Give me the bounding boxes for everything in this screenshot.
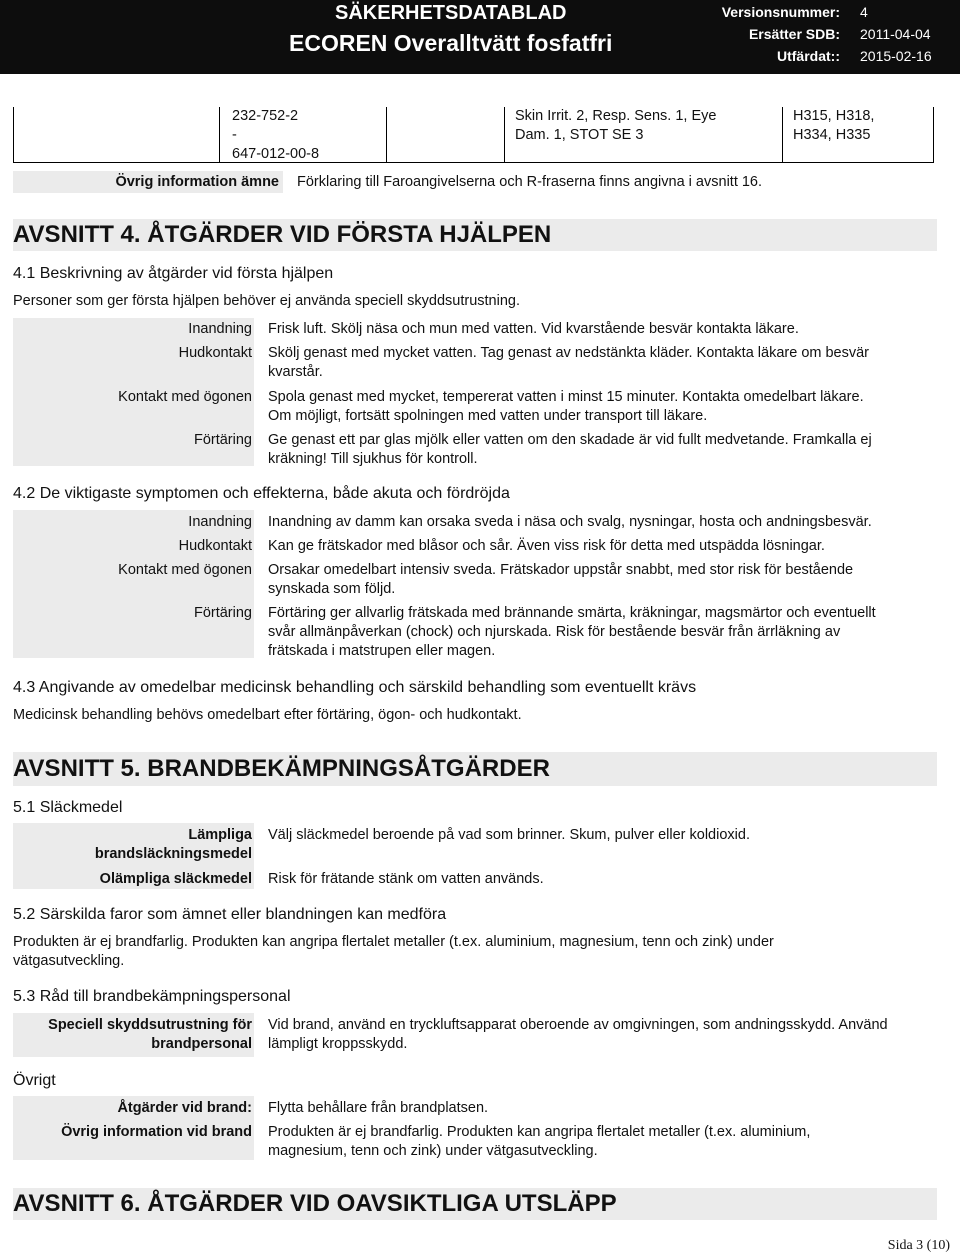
- version-label: Versionsnummer:: [721, 4, 840, 20]
- text-inandning: Frisk luft. Skölj näsa och mun med vatten. Vid kvarstående besvär kontakta läkare.: [268, 321, 799, 337]
- section-4-2-label-column: [13, 510, 254, 658]
- other-info-text: Förklaring till Faroangivelserna och R-fraserna finns angivna i avsnitt 16.: [297, 174, 763, 190]
- label-fire-other-info: Övrig information vid brand: [61, 1124, 252, 1140]
- label-suitable-extinguishing: Lämpliga brandsläckningsmedel: [94, 827, 252, 862]
- text-protective-equipment: Vid brand, använd en tryckluftsapparat oberoende av omgivningen, som andningsskydd. Använd lämpligt kroppsskydd.: [268, 1017, 888, 1052]
- section-5-heading: AVSNITT 5. BRANDBEKÄMPNINGSÅTGÄRDER: [13, 752, 937, 786]
- page-number: Sida 3 (10): [887, 1238, 950, 1253]
- document-type: SÄKERHETSDATABLAD: [335, 2, 567, 24]
- text-kontakt-med-ogonen: Orsakar omedelbart intensiv sveda. Frätskador uppstår snabbt, med stor risk för bestående synskada som följd.: [268, 562, 854, 597]
- label-hudkontakt: Hudkontakt: [178, 345, 252, 361]
- issued-label: Utfärdat::: [777, 48, 840, 64]
- label-inandning: Inandning: [188, 321, 252, 337]
- version-value: 4: [860, 4, 868, 20]
- section-4-heading: AVSNITT 4. ÅTGÄRDER VID FÖRSTA HJÄLPEN: [13, 219, 937, 251]
- text-fortaring: Ge genast ett par glas mjölk eller vatten om den skadade är vid fullt medvetande. Framkalla ej kräkning! Till sjukhus för kontroll.: [268, 432, 872, 467]
- label-hudkontakt: Hudkontakt: [178, 538, 252, 554]
- product-name: ECOREN Overalltvätt fosfatfri: [289, 30, 613, 56]
- section-5-2-text: Produkten är ej brandfarlig. Produkten kan angripa flertalet metaller (t.ex. aluminium, magnesium, tenn och zink) under vätgasutveckling.: [13, 934, 774, 969]
- section-4-1-intro: Personer som ger första hjälpen behöver ej använda speciell skyddsutrustning.: [13, 293, 520, 309]
- label-inandning: Inandning: [188, 514, 252, 530]
- issued-value: 2015-02-16: [860, 48, 932, 64]
- section-5-1-title: 5.1 Släckmedel: [13, 799, 123, 816]
- text-fire-measures: Flytta behållare från brandplatsen.: [268, 1100, 489, 1116]
- text-inandning: Inandning av damm kan orsaka sveda i näsa och svalg, nysningar, hosta och andningsbesvär.: [268, 514, 872, 530]
- other-title: Övrigt: [13, 1072, 56, 1089]
- section-5-3-title: 5.3 Råd till brandbekämpningspersonal: [13, 988, 291, 1005]
- text-hudkontakt: Skölj genast med mycket vatten. Tag genast av nedstänkta kläder. Kontakta läkare om besvär kvarstår.: [268, 345, 870, 380]
- text-fire-other-info: Produkten är ej brandfarlig. Produkten kan angripa flertalet metaller (t.ex. aluminium, magnesium, tenn och zink) under vätgasutveckling.: [268, 1124, 811, 1159]
- label-protective-equipment: Speciell skyddsutrustning för brandpersonal: [48, 1017, 252, 1052]
- text-fortaring: Förtäring ger allvarlig frätskada med brännande smärta, kräkningar, magsmärtor och eventuellt svår allmänpåverkan (chock) och njurskada. Risk för bestående besvär från ärrläkning av frätskada i matstrupen eller magen.: [268, 605, 876, 659]
- ec-number-cell: 232-752-2 - 647-012-00-8: [232, 108, 320, 162]
- label-kontakt-med-ogonen: Kontakt med ögonen: [118, 562, 252, 578]
- composition-table-fragment: [13, 107, 934, 163]
- section-4-1-title: 4.1 Beskrivning av åtgärder vid första hjälpen: [13, 265, 334, 282]
- text-suitable-extinguishing: Välj släckmedel beroende på vad som brinner. Skum, pulver eller koldioxid.: [268, 827, 750, 843]
- label-fortaring: Förtäring: [193, 605, 252, 621]
- label-fortaring: Förtäring: [193, 432, 252, 448]
- section-4-2-title: 4.2 De viktigaste symptomen och effekterna, både akuta och fördröjda: [13, 485, 510, 502]
- replaces-label: Ersätter SDB:: [748, 26, 840, 42]
- section-6-heading: AVSNITT 6. ÅTGÄRDER VID OAVSIKTLIGA UTSLÄPP: [13, 1188, 937, 1220]
- replaces-value: 2011-04-04: [860, 26, 931, 42]
- section-5-2-title: 5.2 Särskilda faror som ämnet eller blandningen kan medföra: [13, 906, 447, 923]
- text-unsuitable-extinguishing: Risk för frätande stänk om vatten används.: [268, 871, 544, 887]
- section-4-3-title: 4.3 Angivande av omedelbar medicinsk behandling och särskild behandling som eventuellt krävs: [13, 679, 697, 696]
- text-hudkontakt: Kan ge frätskador med blåsor och sår. Även viss risk för detta med utspädda lösningar.: [268, 538, 825, 554]
- other-info-label: Övrig information ämne: [115, 174, 279, 190]
- label-fire-measures: Åtgärder vid brand:: [117, 1100, 252, 1116]
- section-4-3-text: Medicinsk behandling behövs omedelbart efter förtäring, ögon- och hudkontakt.: [13, 707, 522, 723]
- label-unsuitable-extinguishing: Olämpliga släckmedel: [99, 871, 252, 887]
- classification-cell: Skin Irrit. 2, Resp. Sens. 1, Eye Dam. 1, STOT SE 3: [515, 108, 717, 143]
- label-kontakt-med-ogonen: Kontakt med ögonen: [118, 389, 252, 405]
- h-statements-cell: H315, H318, H334, H335: [793, 108, 875, 143]
- text-kontakt-med-ogonen: Spola genast med mycket, tempererat vatten i minst 15 minuter. Kontakta omedelbart läkare. Om möjligt, fortsätt spolningen med vatten under transport till läkare.: [268, 389, 864, 424]
- document-header: [0, 0, 960, 74]
